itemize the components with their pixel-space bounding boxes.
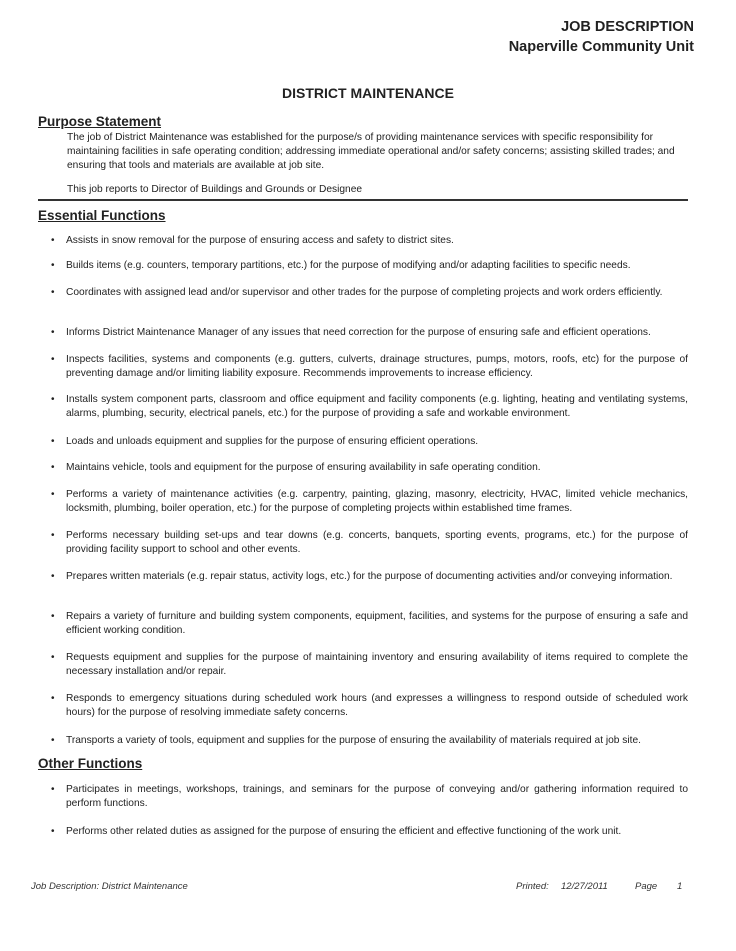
bullet-icon: • (51, 826, 55, 837)
list-item: • Coordinates with assigned lead and/or supervisor and other trades for the purpose of completing projects and work orders efficiently. (51, 287, 663, 298)
list-item: • Performs necessary building set-ups and tear downs (e.g. concerts, banquets, sporting events, programs, etc.) for the purpose of providing facility support to school and other events. (51, 530, 688, 555)
bullet-icon: • (51, 462, 55, 473)
list-item: • Participates in meetings, workshops, trainings, and seminars for the purpose of conveying and/or gathering information required to perform functions. (51, 784, 688, 809)
footer-doc-name: Job Description: District Maintenance (31, 881, 188, 892)
list-item: • Builds items (e.g. counters, temporary partitions, etc.) for the purpose of modifying and/or adapting facilities to specific needs. (51, 260, 631, 271)
section-divider (38, 199, 688, 201)
footer-printed-label: Printed: (516, 881, 549, 892)
list-item: • Responds to emergency situations during scheduled work hours (and expresses a willingness to respond outside of scheduled work hours) for the purpose of resolving immediate safety concerns. (51, 693, 688, 718)
list-item: • Inspects facilities, systems and components (e.g. gutters, culverts, drainage structures, pumps, motors, roofs, etc) for the purpose of preventing damage and/or limiting liability exposure. Recommends improvements to increase efficiency. (51, 354, 688, 379)
bullet-icon: • (51, 652, 55, 663)
purpose-text: The job of District Maintenance was established for the purpose/s of providing maintenance services with specific responsibility for maintaining facilities in safe operating condition; addressing immediate operational and/or safety concerns; assisting skilled trades; and ensuring that tools and materials are available at job site. (67, 132, 675, 171)
bullet-icon: • (51, 394, 55, 405)
doc-type: JOB DESCRIPTION (561, 19, 694, 35)
bullet-icon: • (51, 354, 55, 365)
bullet-icon: • (51, 693, 55, 704)
list-item: • Prepares written materials (e.g. repair status, activity logs, etc.) for the purpose of documenting activities and/or conveying information. (51, 571, 673, 582)
bullet-icon: • (51, 611, 55, 622)
other-heading: Other Functions (38, 756, 143, 771)
list-item: • Installs system component parts, classroom and office equipment and facility components (e.g. lighting, heating and ventilating systems, alarms, plumbing, security, electrical panels, etc.) for the purpose of providing a safe and workable environment. (51, 394, 688, 419)
list-item: • Loads and unloads equipment and supplies for the purpose of ensuring efficient operations. (51, 436, 479, 447)
reports-to: This job reports to Director of Buildings and Grounds or Designee (67, 184, 363, 195)
bullet-icon: • (51, 735, 55, 746)
bullet-icon: • (51, 530, 55, 541)
bullet-icon: • (51, 287, 55, 298)
purpose-heading: Purpose Statement (38, 114, 162, 129)
list-item: • Requests equipment and supplies for the purpose of maintaining inventory and ensuring availability of items required to complete the necessary installation and/or repair. (51, 652, 688, 677)
footer-printed-date: 12/27/2011 (561, 881, 608, 892)
list-item: • Transports a variety of tools, equipment and supplies for the purpose of ensuring the availability of materials required at job site. (51, 735, 641, 746)
page-title: DISTRICT MAINTENANCE (282, 85, 454, 101)
bullet-icon: • (51, 327, 55, 338)
list-item: • Performs other related duties as assigned for the purpose of ensuring the efficient and effective functioning of the work unit. (51, 826, 622, 837)
bullet-icon: • (51, 489, 55, 500)
bullet-icon: • (51, 436, 55, 447)
bullet-icon: • (51, 784, 55, 795)
list-item: • Performs a variety of maintenance activities (e.g. carpentry, painting, glazing, masonry, electricity, HVAC, limited vehicle mechanics, locksmith, plumbing, boiler operation, etc.) for the purpose of completing projects within established time frames. (51, 489, 688, 514)
document-header (509, 17, 694, 57)
bullet-icon: • (51, 235, 55, 246)
list-item: • Informs District Maintenance Manager of any issues that need correction for the purpose of ensuring safe and efficient operations. (51, 327, 651, 338)
footer-page-number: 1 (677, 881, 683, 892)
footer-page-label: Page (635, 881, 658, 892)
bullet-icon: • (51, 571, 55, 582)
list-item: • Repairs a variety of furniture and building system components, equipment, facilities, and systems for the purpose of ensuring a safe and efficient working condition. (51, 611, 688, 636)
essential-heading: Essential Functions (38, 208, 166, 223)
bullet-icon: • (51, 260, 55, 271)
list-item: • Assists in snow removal for the purpose of ensuring access and safety to district sites. (51, 235, 454, 246)
list-item: • Maintains vehicle, tools and equipment for the purpose of ensuring availability in safe operating condition. (51, 462, 541, 473)
organization-name: Naperville Community Unit (508, 39, 694, 55)
